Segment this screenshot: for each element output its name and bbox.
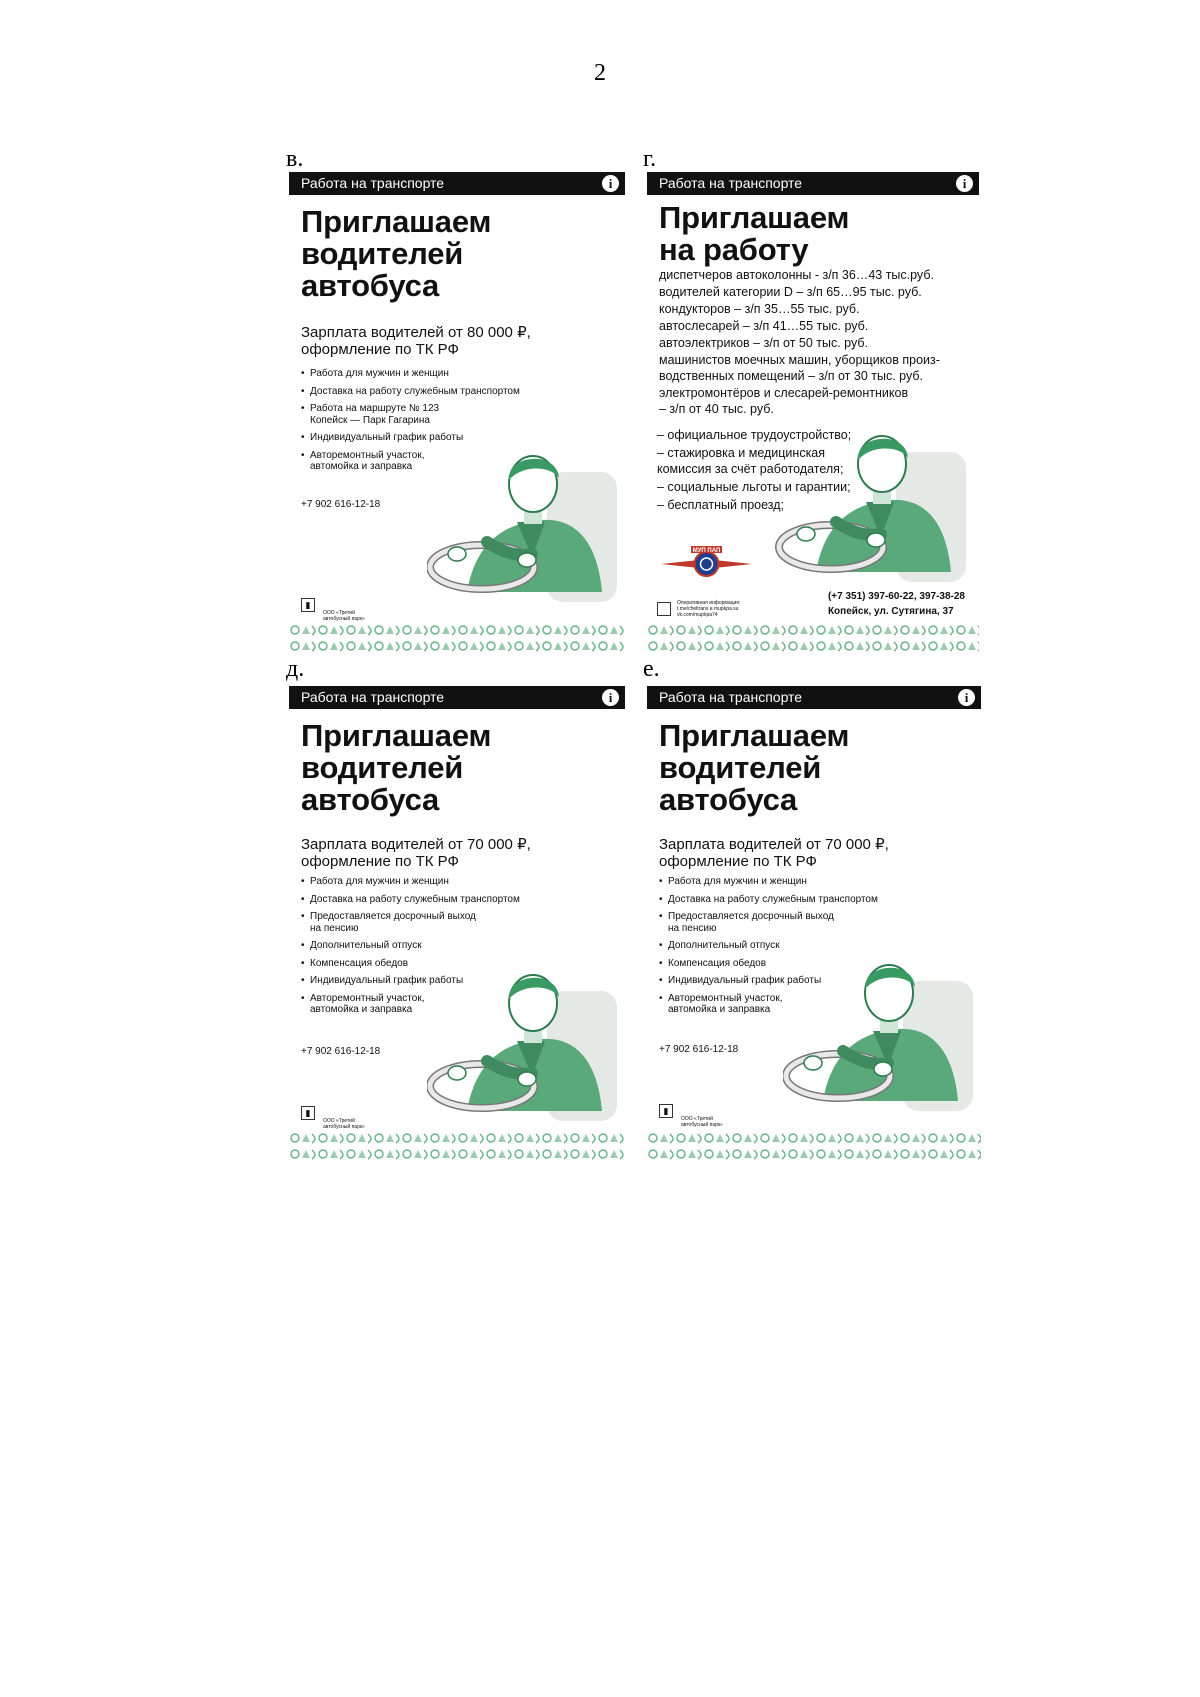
org-label: ООО «Третий автобусный парк» (681, 1116, 723, 1128)
org-logo-icon: ▮ (301, 598, 315, 612)
org-logo-icon: ▮ (301, 1106, 315, 1120)
list-item: • Авторемонтный участок, автомойка и заправка (301, 993, 520, 1016)
poster-headline: Приглашаем водителей автобуса (301, 718, 492, 817)
page-number: 2 (594, 60, 606, 86)
list-item: кондукторов – з/п 35…55 тыс. руб. (659, 302, 860, 316)
list-item: • Индивидуальный график работы (301, 432, 520, 444)
phone-number: +7 902 616-12-18 (301, 1046, 381, 1057)
driver-illustration (427, 442, 617, 602)
salary-text: Зарплата водителей от 70 000 ₽, оформление по ТК РФ (659, 836, 889, 870)
poster-headline: Приглашаем на работу (659, 200, 850, 267)
info-icon: i (958, 689, 975, 706)
info-icon: i (602, 689, 619, 706)
list-item: • Компенсация обедов (659, 958, 878, 970)
list-item: водителей категории D – з/п 65…95 тыс. руб. (659, 285, 922, 299)
poster-g (647, 172, 979, 654)
address: Копейск, ул. Сутягина, 37 (827, 606, 954, 617)
org-name (659, 1104, 723, 1128)
list-item: • Работа для мужчин и женщин (301, 368, 520, 380)
list-item: • Работа для мужчин и женщин (659, 876, 878, 888)
list-item: автоэлектриков – з/п от 50 тыс. руб. (659, 336, 869, 350)
list-item: • Дополнительный отпуск (659, 940, 878, 952)
ornament-strip (289, 1130, 625, 1162)
driver-illustration (771, 422, 971, 582)
poster-v (289, 172, 625, 654)
org-label: ООО «Третий автобусный парк» (323, 1118, 365, 1130)
panel-letter-d: д. (286, 656, 305, 682)
poster-topbar (289, 686, 625, 709)
list-item: диспетчеров автоколонны - з/п 36…43 тыс.руб. (659, 268, 934, 282)
mup-logo (659, 544, 754, 582)
phone-number: +7 902 616-12-18 (659, 1044, 739, 1055)
org-name (301, 1106, 365, 1130)
ornament-strip (289, 622, 625, 654)
poster-headline: Приглашаем водителей автобуса (301, 204, 492, 303)
list-item: • Работа для мужчин и женщин (301, 876, 520, 888)
info-icon: i (602, 175, 619, 192)
poster-topbar (647, 172, 979, 195)
poster-e (647, 686, 981, 1162)
list-item: • Доставка на работу служебным транспортом (301, 386, 520, 398)
list-item: – бесплатный проезд; (657, 498, 785, 512)
list-item: • Индивидуальный график работы (659, 975, 878, 987)
driver-illustration (427, 961, 617, 1121)
topbar-label: Работа на транспорте (301, 689, 445, 705)
topbar-label: Работа на транспорте (659, 175, 803, 191)
org-label: ООО «Третий автобусный парк» (323, 610, 365, 622)
list-item: машинистов моечных машин, уборщиков произ- водственных помещений – з/п от 30 тыс. руб. (659, 353, 940, 383)
org-logo-icon (657, 602, 671, 616)
poster-topbar (289, 172, 625, 195)
list-item: электромонтёров и слесарей-ремонтников – з/п от 40 тыс. руб. (659, 386, 909, 416)
list-item: – стажировка и медицинская комиссия за счёт работодателя; (657, 446, 844, 476)
list-item: – официальное трудоустройство; (657, 428, 852, 442)
panel-letter-e: е. (643, 656, 660, 682)
list-item: • Предоставляется досрочный выход на пенсию (659, 911, 878, 934)
salary-text: Зарплата водителей от 80 000 ₽, оформление по ТК РФ (301, 324, 531, 358)
contacts (828, 589, 965, 619)
poster-topbar (647, 686, 981, 709)
list-item: • Авторемонтный участок, автомойка и заправка (659, 993, 878, 1016)
list-item: • Дополнительный отпуск (301, 940, 520, 952)
phone-number: +7 902 616-12-18 (301, 499, 381, 510)
list-item: • Компенсация обедов (301, 958, 520, 970)
list-item: • Доставка на работу служебным транспортом (659, 894, 878, 906)
poster-headline: Приглашаем водителей автобуса (659, 718, 850, 817)
topbar-label: Работа на транспорте (301, 175, 445, 191)
list-item: автослесарей – з/п 41…55 тыс. руб. (659, 319, 869, 333)
org-logo-icon: ▮ (659, 1104, 673, 1118)
poster-d (289, 686, 625, 1162)
list-item: • Предоставляется досрочный выход на пенсию (301, 911, 520, 934)
info-text: Оперативная информация: t.me/cheltrans и mupkpa.su vk.com/mupkpa74 (677, 600, 741, 618)
list-item: • Авторемонтный участок, автомойка и заправка (301, 450, 520, 473)
ornament-strip (647, 1130, 981, 1162)
org-name (301, 598, 365, 622)
positions-list (659, 267, 959, 418)
ornament-strip (647, 622, 979, 654)
info-icon: i (956, 175, 973, 192)
mup-logo-text: МУП ПАП (692, 548, 721, 554)
list-item: • Доставка на работу служебным транспортом (301, 894, 520, 906)
panel-letter-g: г. (643, 146, 657, 172)
phone-number: (+7 351) 397-60-22, 397-38-28 (827, 591, 965, 602)
driver-illustration (783, 951, 973, 1111)
list-item: • Работа на маршруте № 123 Копейск — Парк Гагарина (301, 403, 520, 426)
list-item: • Индивидуальный график работы (301, 975, 520, 987)
salary-text: Зарплата водителей от 70 000 ₽, оформление по ТК РФ (301, 836, 531, 870)
panel-letter-v: в. (286, 146, 304, 172)
list-item: – социальные льготы и гарантии; (657, 480, 851, 494)
topbar-label: Работа на транспорте (659, 689, 803, 705)
